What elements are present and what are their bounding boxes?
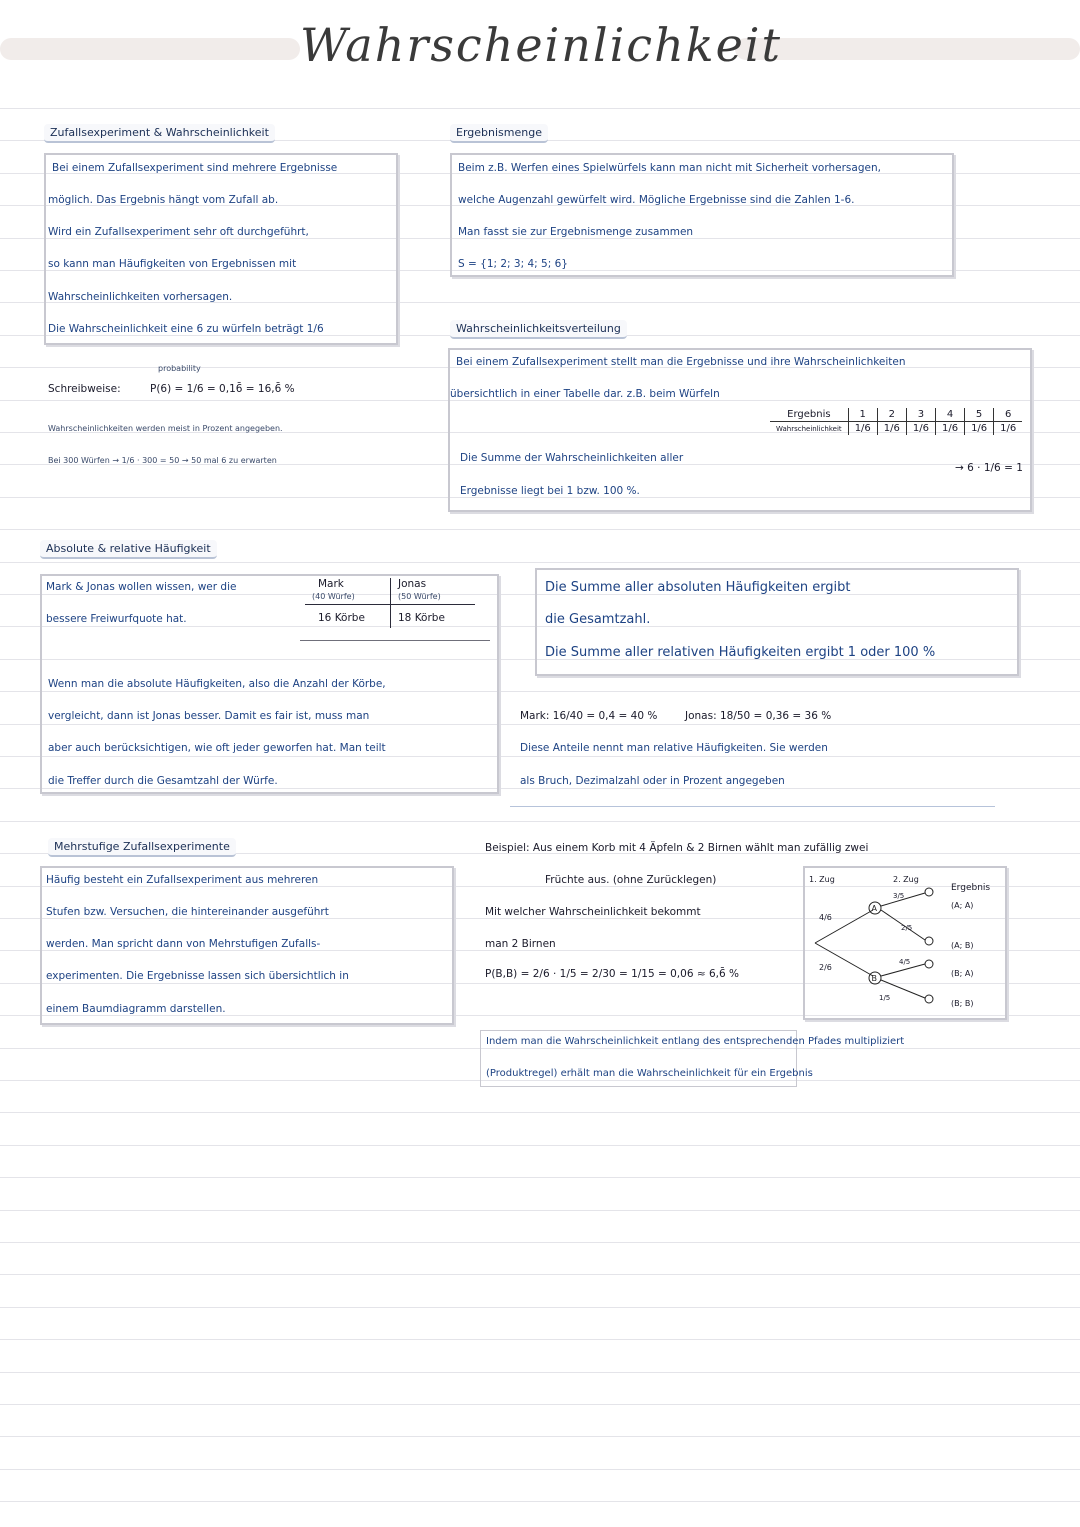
text-line: einem Baumdiagramm darstellen.	[46, 1003, 226, 1015]
row-label-probability: Wahrscheinlichkeit	[776, 424, 842, 433]
jonas-value: 18 Körbe	[398, 612, 445, 624]
text-line: Die Summe aller relativen Häufigkeiten ergibt 1 oder 100 %	[545, 645, 936, 660]
box-zufallsexperiment	[44, 153, 398, 345]
distribution-table	[770, 408, 1022, 435]
table-cell: 1/6	[877, 422, 906, 436]
col-jonas-sub: (50 Würfe)	[398, 592, 441, 601]
table-cell: 1/6	[935, 422, 964, 436]
branch-probability: 1/5	[879, 994, 891, 1002]
example-note: Bei 300 Würfen → 1/6 · 300 = 50 → 50 mal 6 zu erwarten	[48, 456, 277, 465]
heading-mehrstufig: Mehrstufige Zufallsexperimente	[48, 838, 236, 857]
text-line: so kann man Häufigkeiten von Ergebnissen mit	[48, 258, 297, 270]
text-line: übersichtlich in einer Tabelle dar. z.B. beim Würfeln	[450, 388, 720, 400]
notebook-rule	[0, 1372, 1080, 1373]
col-jonas: Jonas	[398, 578, 427, 590]
node-label: A	[871, 904, 877, 913]
branch-probability: 2/5	[901, 924, 913, 932]
branch-probability: 4/5	[899, 958, 911, 966]
calc-mark: Mark: 16/40 = 0,4 = 40 %	[520, 710, 658, 722]
notebook-rule	[0, 1145, 1080, 1146]
text-line: Die Summe der Wahrscheinlichkeiten aller	[460, 452, 684, 464]
text-line: Wenn man die absolute Häufigkeiten, also die Anzahl der Körbe,	[48, 678, 386, 690]
sum-note: → 6 · 1/6 = 1	[955, 462, 1023, 474]
page-title: Wahrscheinlichkeit	[300, 18, 782, 72]
table-cell: 3	[906, 408, 935, 422]
text-line: Die Wahrscheinlichkeit eine 6 zu würfeln beträgt 1/6	[48, 323, 324, 335]
notebook-rule	[0, 1210, 1080, 1211]
text-line: experimenten. Die Ergebnisse lassen sich übersichtlich in	[46, 970, 349, 982]
tree-stage1-label: 1. Zug	[809, 875, 835, 884]
text-line: Wird ein Zufallsexperiment sehr oft durchgeführt,	[48, 226, 309, 238]
row-label-result: Ergebnis	[770, 408, 848, 422]
text-line: Stufen bzw. Versuchen, die hintereinander ausgeführt	[46, 906, 329, 918]
notebook-rule	[0, 562, 1080, 563]
notebook-rule	[0, 1436, 1080, 1437]
text-line: Man fasst sie zur Ergebnismenge zusammen	[458, 226, 694, 238]
notebook-rule	[0, 108, 1080, 109]
tree-result: (A; B)	[951, 941, 974, 950]
leaf-node	[925, 937, 933, 945]
table-cell: 1/6	[965, 422, 994, 436]
text-line: Beim z.B. Werfen eines Spielwürfels kann man nicht mit Sicherheit vorhersagen,	[458, 162, 881, 174]
notebook-rule	[0, 1274, 1080, 1275]
tree-result: (B; A)	[951, 969, 974, 978]
branch-probability: 4/6	[819, 913, 832, 922]
probability-note: probability	[158, 364, 201, 373]
text-line: Wahrscheinlichkeiten vorhersagen.	[48, 291, 233, 303]
text-line: Diese Anteile nennt man relative Häufigkeiten. Sie werden	[520, 742, 828, 754]
header-decoration-right	[735, 38, 1080, 60]
branch-probability: 3/5	[893, 892, 905, 900]
table-cell: 6	[994, 408, 1023, 422]
example-line: Mit welcher Wahrscheinlichkeit bekommt	[485, 906, 701, 918]
tree-result: (B; B)	[951, 999, 974, 1008]
header-decoration-left	[0, 38, 300, 60]
example-line: man 2 Birnen	[485, 938, 556, 950]
text-line: welche Augenzahl gewürfelt wird. Mögliche Ergebnisse sind die Zahlen 1-6.	[458, 194, 855, 206]
text-line: Mark & Jonas wollen wissen, wer die	[46, 581, 237, 593]
heading-haeufigkeit: Absolute & relative Häufigkeit	[40, 540, 217, 559]
notebook-rule	[0, 821, 1080, 822]
notebook-rule	[0, 1307, 1080, 1308]
table-cell: 5	[965, 408, 994, 422]
text-line: Ergebnisse liegt bei 1 bzw. 100 %.	[460, 485, 640, 497]
leaf-node	[925, 960, 933, 968]
text-line: aber auch berücksichtigen, wie oft jeder geworfen hat. Man teilt	[48, 742, 386, 754]
notebook-rule	[0, 1339, 1080, 1340]
notebook-rule	[0, 1469, 1080, 1470]
mark-value: 16 Körbe	[318, 612, 365, 624]
tree-result-label: Ergebnis	[951, 883, 991, 893]
notebook-rule	[0, 1177, 1080, 1178]
table-cell: 2	[877, 408, 906, 422]
notebook-rule	[0, 529, 1080, 530]
heading-zufallsexperiment: Zufallsexperiment & Wahrscheinlichkeit	[44, 124, 275, 143]
notebook-rule	[0, 1404, 1080, 1405]
notebook-rule	[0, 1242, 1080, 1243]
notation-label: Schreibweise:	[48, 383, 121, 395]
notation-formula: P(6) = 1/6 = 0,16̄ = 16,6̄ %	[150, 383, 295, 395]
text-line: vergleicht, dann ist Jonas besser. Damit es fair ist, muss man	[48, 710, 370, 722]
text-line: (Produktregel) erhält man die Wahrscheinlichkeit für ein Ergebnis	[486, 1068, 813, 1079]
text-line: als Bruch, Dezimalzahl oder in Prozent angegeben	[520, 775, 785, 787]
table-cell: 1/6	[848, 422, 877, 436]
text-line: Indem man die Wahrscheinlichkeit entlang des entsprechenden Pfades multipliziert	[486, 1036, 905, 1047]
col-mark: Mark	[318, 578, 344, 590]
underline	[510, 806, 995, 807]
tree-stage2-label: 2. Zug	[893, 875, 919, 884]
branch-probability: 2/6	[819, 963, 832, 972]
notebook-rule	[0, 1501, 1080, 1502]
node-label: B	[871, 974, 877, 983]
calc-jonas: Jonas: 18/50 = 0,36 = 36 %	[685, 710, 832, 722]
text-line: Bei einem Zufallsexperiment stellt man die Ergebnisse und ihre Wahrscheinlichkeiten	[456, 356, 906, 368]
heading-ergebnismenge: Ergebnismenge	[450, 124, 548, 143]
result-set: S = {1; 2; 3; 4; 5; 6}	[458, 258, 568, 270]
tree-diagram	[803, 866, 1007, 1020]
text-line: möglich. Das Ergebnis hängt vom Zufall ab.	[48, 194, 279, 206]
table-divider	[390, 578, 391, 628]
notebook-rule	[0, 1112, 1080, 1113]
percent-note: Wahrscheinlichkeiten werden meist in Prozent angegeben.	[48, 424, 283, 433]
table-divider	[300, 640, 490, 641]
leaf-node	[925, 995, 933, 1003]
text-line: Bei einem Zufallsexperiment sind mehrere Ergebnisse	[52, 162, 338, 174]
table-cell: 4	[935, 408, 964, 422]
example-formula: P(B,B) = 2/6 · 1/5 = 2/30 = 1/15 = 0,06 ≈ 6,6̄ %	[485, 968, 739, 980]
table-cell: 1	[848, 408, 877, 422]
example-line: Früchte aus. (ohne Zurücklegen)	[545, 874, 717, 886]
heading-verteilung: Wahrscheinlichkeitsverteilung	[450, 320, 627, 339]
leaf-node	[925, 888, 933, 896]
text-line: bessere Freiwurfquote hat.	[46, 613, 187, 625]
text-line: Die Summe aller absoluten Häufigkeiten ergibt	[545, 580, 851, 595]
col-mark-sub: (40 Würfe)	[312, 592, 355, 601]
tree-result: (A; A)	[951, 901, 974, 910]
text-line: die Gesamtzahl.	[545, 612, 651, 627]
text-line: werden. Man spricht dann von Mehrstufigen Zufalls-	[46, 938, 321, 950]
text-line: Häufig besteht ein Zufallsexperiment aus mehreren	[46, 874, 319, 886]
text-line: die Treffer durch die Gesamtzahl der Würfe.	[48, 775, 278, 787]
table-cell: 1/6	[906, 422, 935, 436]
table-cell: 1/6	[994, 422, 1023, 436]
tree-svg	[805, 868, 1005, 1018]
example-line: Beispiel: Aus einem Korb mit 4 Äpfeln & 2 Birnen wählt man zufällig zwei	[485, 842, 869, 854]
